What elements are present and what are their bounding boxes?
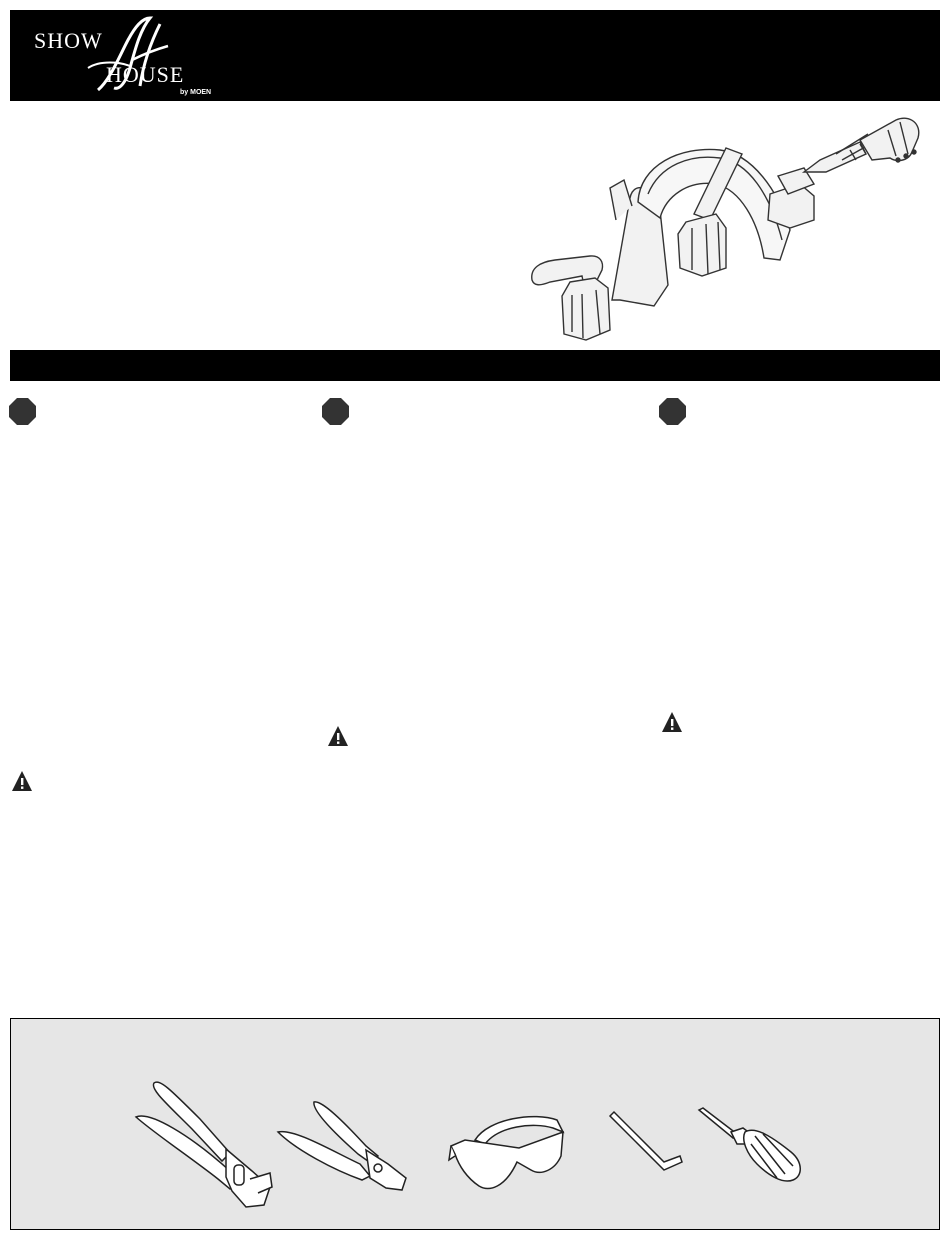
adjustable-pliers-icon [130, 1075, 280, 1215]
hex-key-icon [606, 1110, 686, 1182]
roman-tub-faucet-with-handshower-illustration [520, 110, 940, 345]
warning-triangle-icon [661, 711, 683, 733]
screwdriver-icon [695, 1106, 810, 1188]
octagon-step-marker-icon [322, 398, 349, 425]
safety-glasses-icon [445, 1110, 570, 1195]
logo-tagline: by MOEN [180, 89, 212, 96]
octagon-step-marker-icon [9, 398, 36, 425]
slip-joint-pliers-icon [274, 1098, 414, 1194]
octagon-step-marker-icon [659, 398, 686, 425]
warning-triangle-icon [327, 725, 349, 747]
header-band [10, 10, 940, 101]
title-band [10, 350, 940, 381]
logo-word-show: SHOW [34, 28, 103, 53]
logo-word-house: HOUSE [106, 62, 185, 87]
warning-triangle-icon [11, 770, 33, 792]
